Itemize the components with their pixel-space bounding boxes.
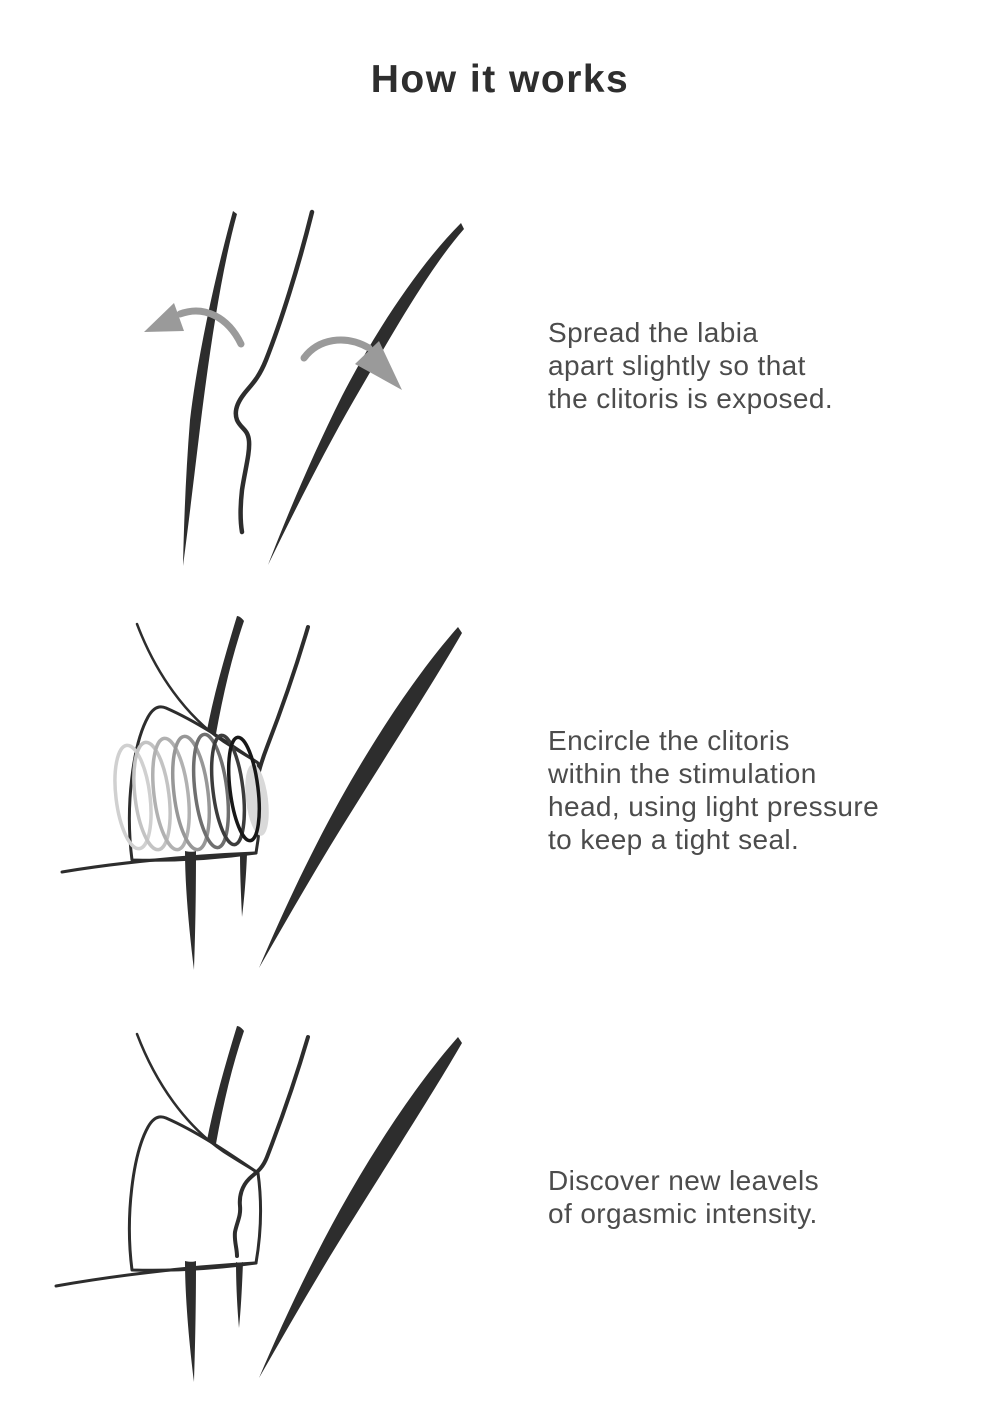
right-labium-line <box>259 627 462 968</box>
inner-labium-line <box>257 627 308 780</box>
page-title: How it works <box>370 58 630 102</box>
left-labium-tail <box>185 1261 196 1382</box>
illustration-step-1-labia-spread <box>120 190 510 590</box>
step-text-line: the clitoris is exposed. <box>548 383 834 414</box>
step-1-text <box>548 316 968 415</box>
clitoral-hood-line <box>236 212 312 532</box>
step-text-line: Encircle the clitoris <box>548 725 790 756</box>
right-labium-line <box>259 1037 462 1378</box>
illustration-step-2-stimulation-head <box>50 605 510 1000</box>
step-2-text <box>548 724 968 856</box>
step-text-line: head, using light pressure <box>548 791 880 822</box>
step-text-line: Discover new leavels <box>548 1165 819 1196</box>
inner-labium-tail <box>236 1262 243 1328</box>
step-text-line: within the stimulation <box>548 758 817 789</box>
step-text-line: Spread the labia <box>548 317 759 348</box>
step-3-text <box>548 1164 968 1230</box>
step-text-line: to keep a tight seal. <box>548 824 800 855</box>
inner-labium-tail <box>240 854 247 917</box>
step-text-line: apart slightly so that <box>548 350 806 381</box>
spread-arrow-left-icon <box>144 303 241 344</box>
step-text-line: of orgasmic intensity. <box>548 1198 818 1229</box>
left-labium-tail <box>185 851 196 970</box>
illustration-step-3-sealed-head <box>48 1015 510 1407</box>
left-labium-line <box>183 211 237 566</box>
